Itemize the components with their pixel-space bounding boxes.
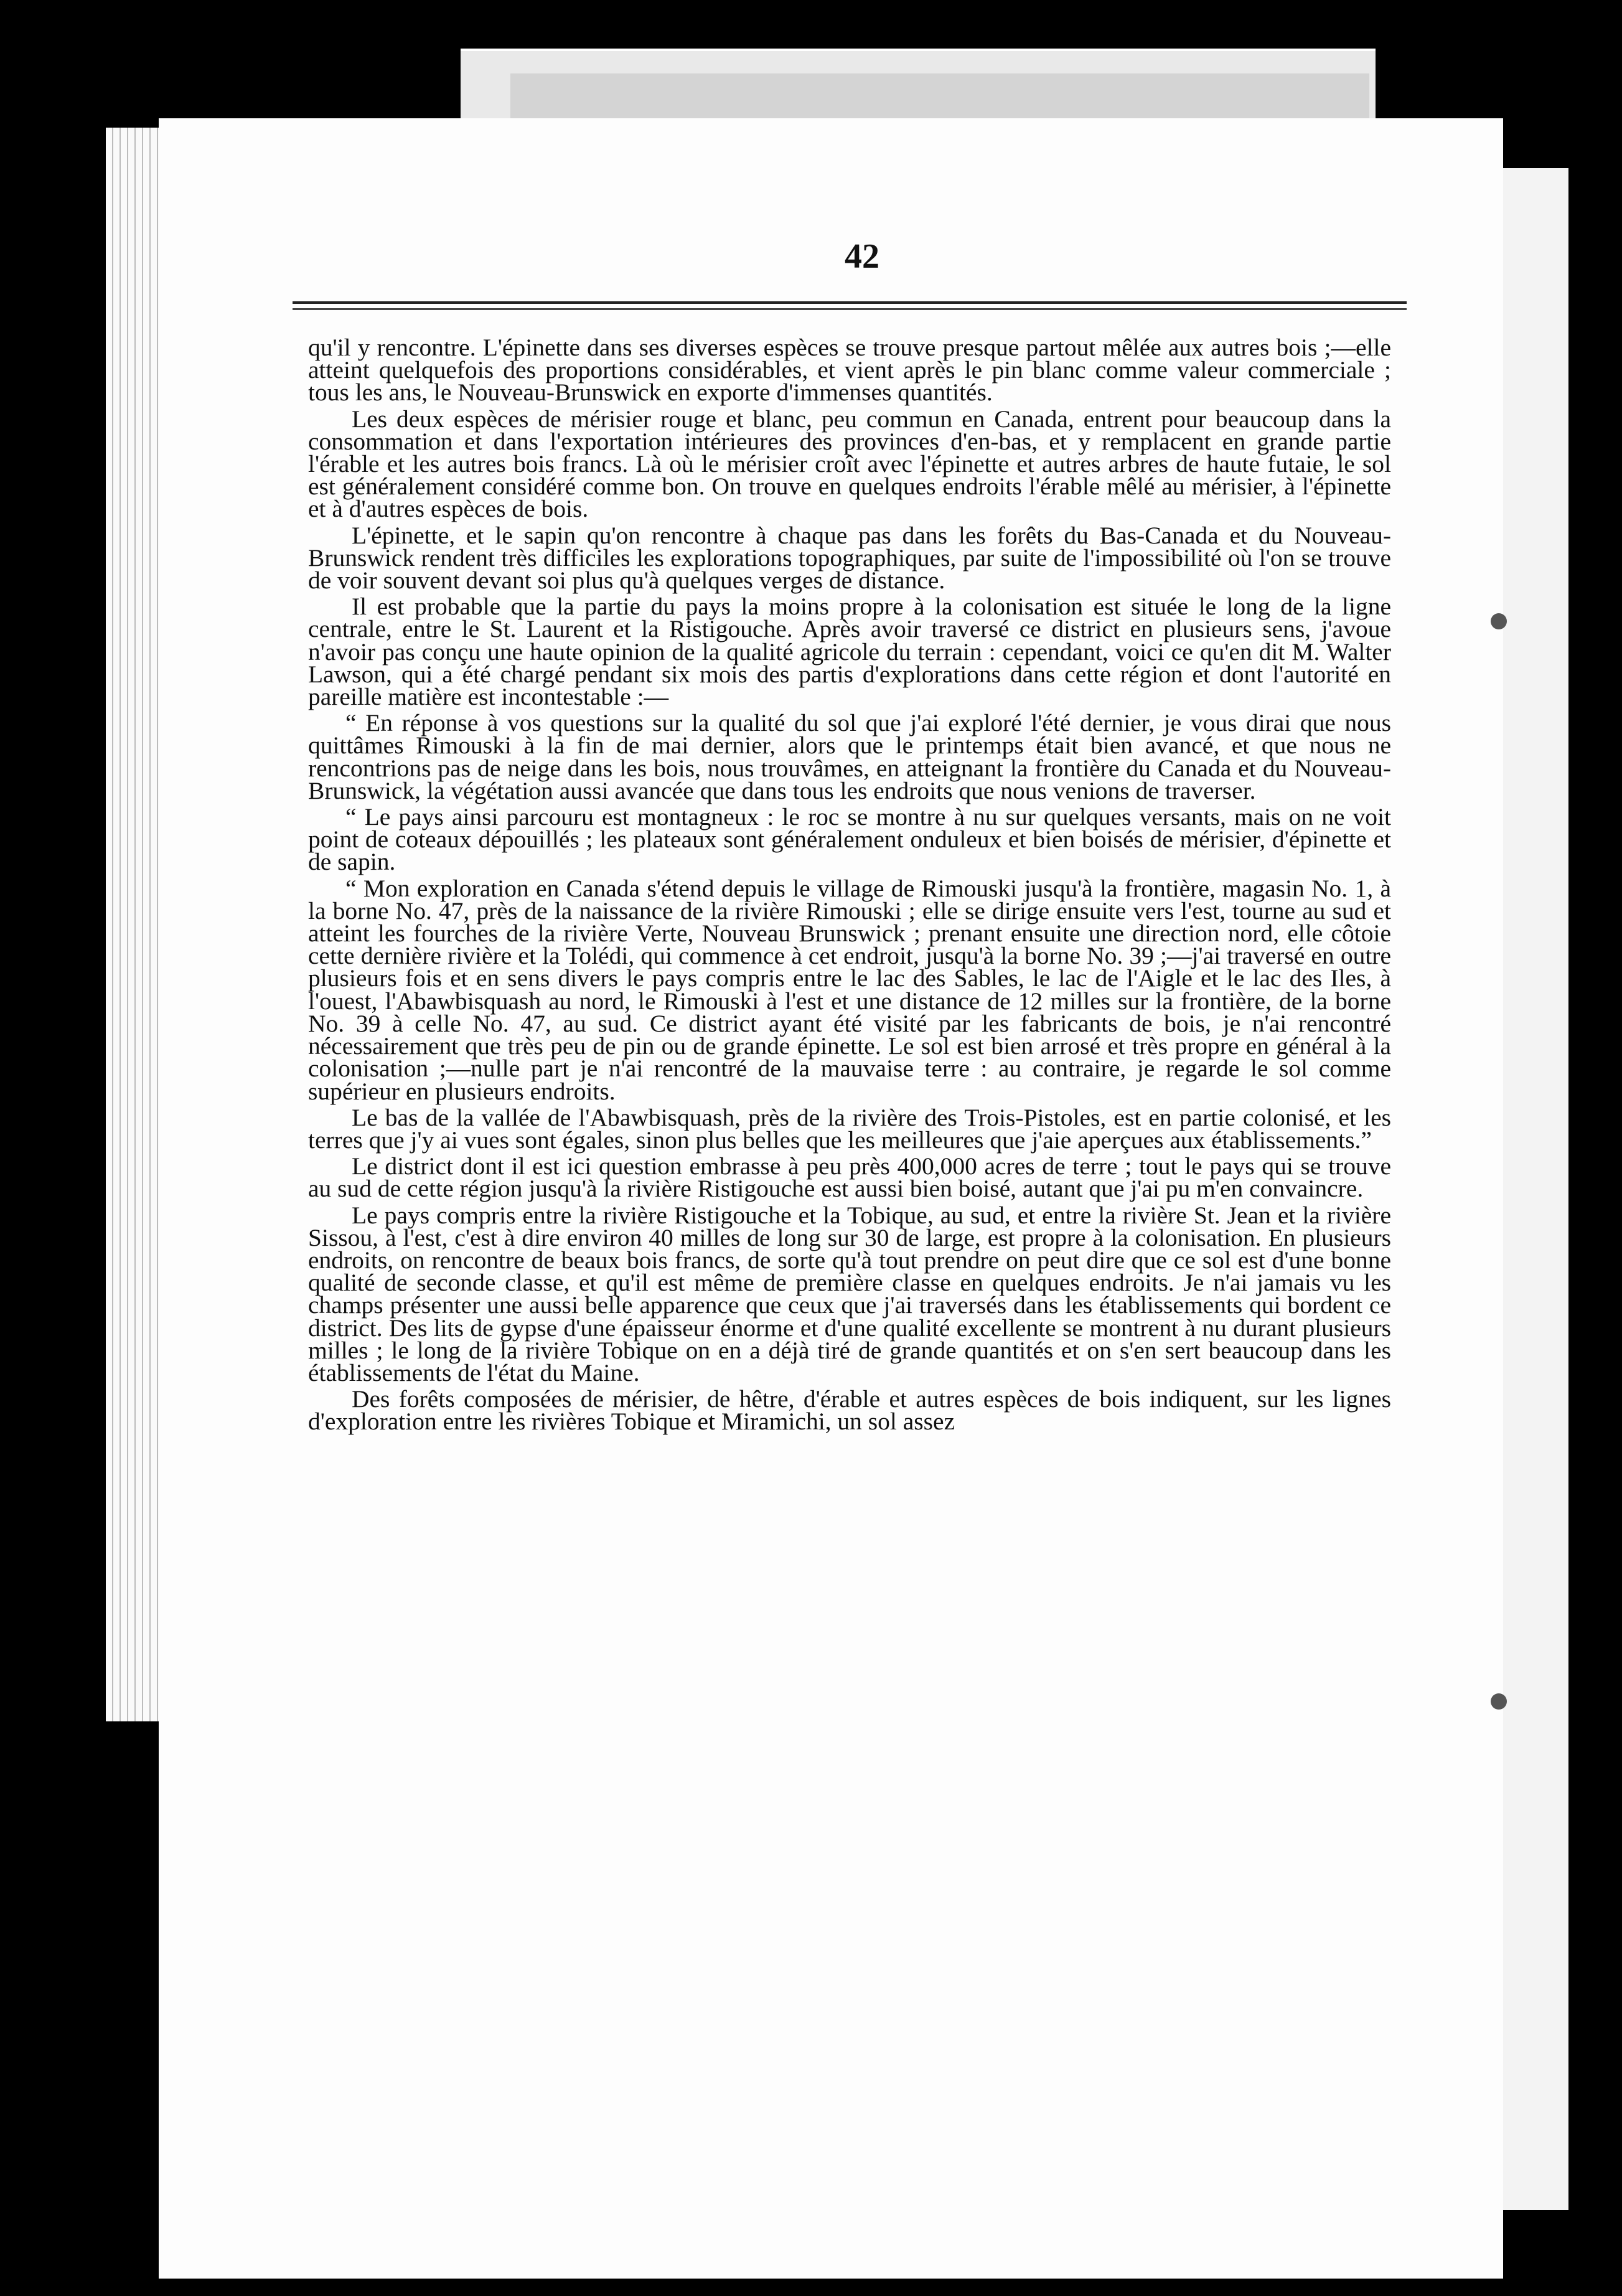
paragraph: Le district dont il est ici question embrasse à peu près 400,000 acres de terre ; tout le pays qui se trouve au sud de cette région jusqu'à la rivière Ristigouche est aussi bien boisé, autant que j'ai pu m'en convaincre. (308, 1152, 1391, 1203)
paragraph: Des forêts composées de mérisier, de hêtre, d'érable et autres espèces de bois indiquent, sur les lignes d'exploration entre les rivières Tobique et Miramichi, un sol assez (308, 1385, 1391, 1436)
paragraph: Le bas de la vallée de l'Abawbisquash, près de la rivière des Trois-Pistoles, est en partie colonisé, et les terres que j'y ai vues sont égales, sinon plus belles que les meilleures que j'aie aperçues aux établissements.” (308, 1103, 1391, 1154)
binding-hole-marker (1491, 1693, 1507, 1710)
body-text (308, 336, 1391, 1437)
page-stack-right-edge (1494, 168, 1568, 2210)
header-rule (293, 301, 1407, 304)
paragraph: qu'il y rencontre. L'épinette dans ses diverses espèces se trouve presque partout mêlée aux autres bois ;—elle atteint quelquefois des proportions considérables, et vient après le pin blanc comme valeur commerciale ; tous les ans, le Nouveau-Brunswick en exporte d'immenses quantités. (308, 334, 1391, 407)
paragraph: Le pays compris entre la rivière Ristigouche et la Tobique, au sud, et entre la rivière St. Jean et la rivière Sissou, à l'est, c'est à dire environ 40 milles de long sur 30 de large, est propre à la colonisation. En plusieurs endroits, on rencontre de beaux bois francs, de sorte qu'à tout prendre on peut dire que ce sol est d'une bonne qualité de seconde classe, et qu'il est même de première classe en quelques endroits. Je n'ai jamais vu les champs présenter une aussi belle apparence que ceux que j'ai traversés dans les établissements qui bordent ce district. Des lits de gypse d'une épaisseur énorme et d'une qualité excellente se montrent à nu durant plusieurs milles ; le long de la rivière Tobique on en a déjà tiré de grande quantités et on s'en sert beaucoup dans les établissements de l'état du Maine. (308, 1201, 1391, 1386)
paragraph: Les deux espèces de mérisier rouge et blanc, peu commun en Canada, entrent pour beaucoup dans la consommation et dans l'exportation intérieures des provinces d'en-bas, et y remplacent en grande partie l'érable et les autres bois francs. Là où le mérisier croît avec l'épinette et autres arbres de haute futaie, le sol est généralement considéré comme bon. On trouve en quelques endroits l'érable mêlé au mérisier, à l'épinette et à d'autres espèces de bois. (308, 405, 1391, 523)
quoted-paragraph: “ Le pays ainsi parcouru est montagneux : le roc se montre à nu sur quelques versants, mais on ne voit point de coteaux dépouillés ; les plateaux sont généralement onduleux et bien boisés de mérisier, d'épinette et de sapin. (308, 803, 1391, 876)
quoted-paragraph: “ Mon exploration en Canada s'étend depuis le village de Rimouski jusqu'à la frontière, magasin No. 1, à la borne No. 47, près de la naissance de la rivière Rimouski ; elle se dirige ensuite vers l'est, tourne au sud et atteint les fourches de la rivière Verte, Nouveau Brunswick ; prenant ensuite une direction nord, elle côtoie cette dernière rivière et la Tolédi, qui commence à cet endroit, jusqu'à la borne No. 39 ;—j'ai traversé en outre plusieurs fois et en sens divers le pays compris entre le lac des Sables, le lac de l'Aigle et le lac des Iles, à l'ouest, l'Abawbisquash au nord, le Rimouski à l'est et une distance de 12 milles sur la frontière, de la borne No. 39 à celle No. 47, au sud. Ce district ayant été visité par les fabricants de bois, je n'ai rencontré nécessairement que très peu de pin ou de grande épinette. Le sol est bien arrosé et très propre en général à la colonisation ;—nulle part je n'ai rencontré de la mauvaise terre : au contraire, je regarde le sol comme supérieur en plusieurs endroits. (308, 874, 1391, 1105)
page-number: 42 (845, 237, 879, 276)
header-rule-secondary (293, 308, 1407, 310)
quoted-paragraph: “ En réponse à vos questions sur la qualité du sol que j'ai exploré l'été dernier, je vous dirai que nous quittâmes Rimouski à la fin de mai dernier, alors que le printemps était bien avancé, et que nous ne rencontrions pas de neige dans les bois, nous trouvâmes, en atteignant la frontière du Canada et du Nouveau-Brunswick, la végétation aussi avancée que dans tous les endroits que nous venions de traverser. (308, 709, 1391, 804)
binding-hole-marker (1491, 613, 1507, 629)
paragraph: L'épinette, et le sapin qu'on rencontre à chaque pas dans les forêts du Bas-Canada et du Nouveau-Brunswick rendent très difficiles les explorations topographiques, par suite de l'impossibilité où l'on se trouve de voir souvent devant soi plus qu'à quelques verges de distance. (308, 521, 1391, 595)
page-stack-left-edge (106, 128, 162, 1721)
paragraph: Il est probable que la partie du pays la moins propre à la colonisation est située le long de la ligne centrale, entre le St. Laurent et la Ristigouche. Après avoir traversé ce district en plusieurs sens, j'avoue n'avoir pas conçu une haute opinion de la qualité agricole du terrain : cependant, voici ce qu'en dit M. Walter Lawson, qui a été chargé pendant six mois des partis d'explorations dans cette région et dont l'autorité en pareille matière est incontestable :— (308, 593, 1391, 711)
